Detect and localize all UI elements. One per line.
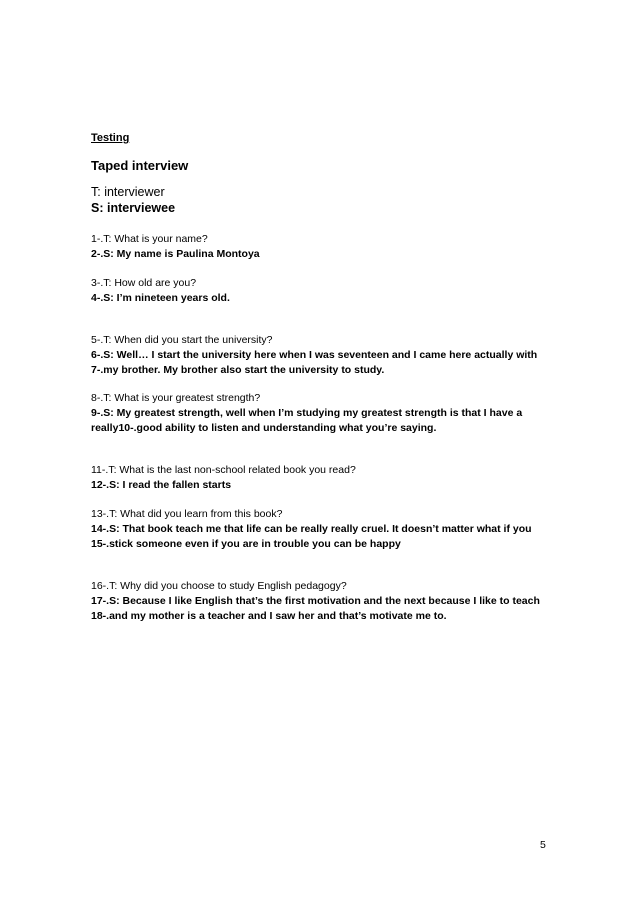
legend-interviewer: T: interviewer — [91, 185, 165, 199]
transcript-line-answer: 2-.S: My name is Paulina Montoya — [91, 248, 260, 260]
transcript-line-answer: 15-.stick someone even if you are in trouble you can be happy — [91, 538, 401, 550]
transcript-line-answer: 12-.S: I read the fallen starts — [91, 479, 232, 491]
transcript-line-question: 5-.T: When did you start the university? — [91, 334, 273, 346]
page-number: 5 — [540, 839, 546, 851]
transcript-line-question: 1-.T: What is your name? — [91, 233, 208, 245]
document-title: Taped interview — [91, 158, 189, 173]
transcript-line-question: 8-.T: What is your greatest strength? — [91, 392, 261, 404]
transcript-line-answer: 6-.S: Well… I start the university here when I was seventeen and I came here actually with — [91, 349, 538, 361]
transcript-line-answer: really10-.good ability to listen and understanding what you’re saying. — [91, 422, 437, 434]
section-heading: Testing — [91, 132, 130, 144]
transcript-line-answer: 18-.and my mother is a teacher and I saw her and that’s motivate me to. — [91, 610, 447, 622]
transcript-line-answer: 17-.S: Because I like English that’s the first motivation and the next because I like to teach — [91, 595, 540, 607]
transcript-line-question: 16-.T: Why did you choose to study English pedagogy? — [91, 580, 347, 592]
transcript-line-answer: 9-.S: My greatest strength, well when I’m studying my greatest strength is that I have a — [91, 407, 523, 419]
transcript-line-question: 13-.T: What did you learn from this book? — [91, 508, 283, 520]
transcript-line-answer: 7-.my brother. My brother also start the university to study. — [91, 364, 385, 376]
transcript-line-answer: 14-.S: That book teach me that life can be really really cruel. It doesn’t matter what if you — [91, 523, 532, 535]
transcript-line-question: 11-.T: What is the last non-school related book you read? — [91, 464, 356, 476]
legend-interviewee: S: interviewee — [91, 201, 176, 215]
transcript-line-question: 3-.T: How old are you? — [91, 277, 197, 289]
transcript-line-answer: 4-.S: I’m nineteen years old. — [91, 292, 230, 304]
